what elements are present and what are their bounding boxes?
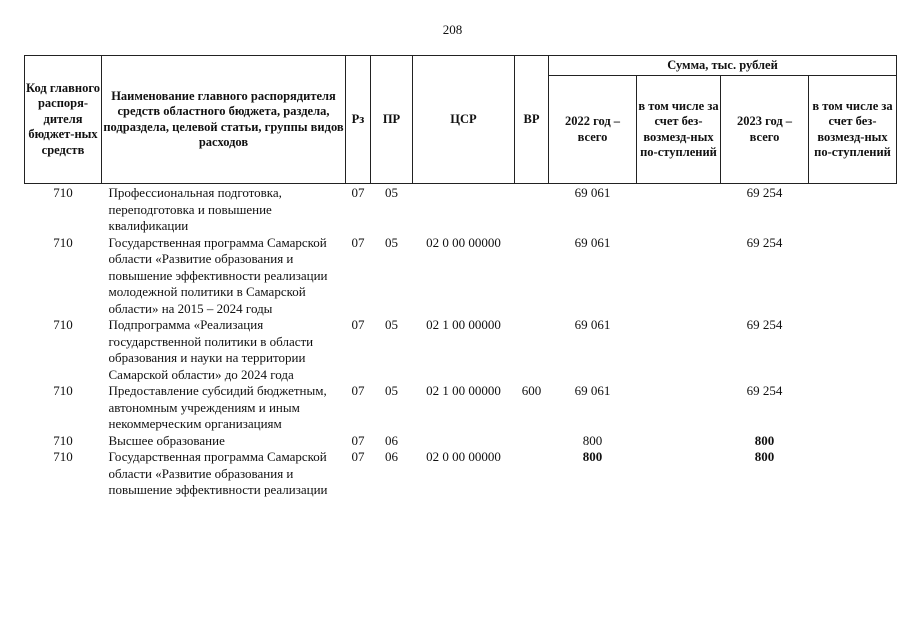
header-name: Наименование главного распорядителя средств областного бюджета, раздела, подраздела, целевой статьи, группы видов расходов — [102, 56, 346, 184]
row-name: Предоставление субсидий бюджетным, автономным учреждениям и иным некоммерческим организациям — [108, 383, 327, 431]
row-pr: 05 — [385, 317, 398, 332]
budget-table — [24, 55, 897, 499]
row-2022-total: 800 — [582, 432, 603, 448]
row-2023-free — [809, 317, 897, 383]
header-code: Код главного распоря-дителя бюджет-ных средств — [25, 56, 102, 184]
row-rz: 07 — [351, 383, 365, 398]
row-2022-free — [637, 383, 721, 433]
header-2023-total: 2023 год – всего — [721, 76, 809, 184]
header-2022-free: в том числе за счет без-возмезд-ных по-ступлений — [637, 76, 721, 184]
row-vr — [515, 235, 549, 318]
page-number: 208 — [442, 22, 463, 37]
row-rz: 07 — [351, 317, 365, 332]
table-row — [25, 433, 897, 450]
row-csr — [413, 433, 515, 450]
row-2022-total: 69 061 — [574, 234, 611, 250]
row-csr: 02 0 00 00000 — [426, 449, 501, 464]
row-code: 710 — [53, 317, 73, 332]
row-csr: 02 1 00 00000 — [426, 383, 501, 398]
row-csr: 02 0 00 00000 — [426, 234, 501, 250]
row-2023-free — [809, 235, 897, 318]
header-2023-free: в том числе за счет без-возмезд-ных по-ступлений — [809, 76, 897, 184]
row-2022-total: 800 — [582, 449, 603, 464]
row-2022-total: 69 061 — [574, 185, 611, 200]
table-row — [25, 235, 897, 318]
row-2022-free — [637, 184, 721, 235]
header-csr: ЦСР — [413, 56, 515, 184]
row-vr — [515, 449, 549, 499]
row-csr — [413, 184, 515, 235]
row-2023-total: 800 — [754, 449, 775, 464]
row-vr — [515, 317, 549, 383]
row-rz: 07 — [351, 185, 365, 200]
row-2023-total: 69 254 — [746, 185, 783, 200]
row-pr: 05 — [385, 185, 398, 200]
row-pr: 05 — [385, 383, 398, 398]
table-row — [25, 449, 897, 499]
row-name: Государственная программа Самарской области «Развитие образования и повышение эффективности реализации — [108, 449, 328, 497]
row-2023-total: 69 254 — [746, 383, 783, 398]
row-2022-total: 69 061 — [574, 383, 611, 398]
table-row — [25, 184, 897, 235]
row-2023-free — [809, 184, 897, 235]
row-name: Государственная программа Самарской области «Развитие образования и повышение эффективности реализации молодежной политики в Самарской области» на 2015 – 2024 годы — [108, 234, 328, 316]
row-rz: 07 — [351, 432, 365, 448]
row-2023-free — [809, 433, 897, 450]
row-2022-free — [637, 317, 721, 383]
header-pr: ПР — [371, 56, 413, 184]
row-code: 710 — [53, 432, 73, 448]
row-csr: 02 1 00 00000 — [426, 317, 501, 332]
row-2022-free — [637, 235, 721, 318]
row-2023-free — [809, 449, 897, 499]
row-rz: 07 — [351, 449, 365, 464]
row-code: 710 — [53, 185, 73, 200]
header-rz: Рз — [346, 56, 371, 184]
row-pr: 06 — [385, 449, 398, 464]
row-name: Высшее образование — [108, 432, 225, 448]
row-2022-total: 69 061 — [574, 317, 611, 332]
row-2023-total: 69 254 — [746, 317, 783, 332]
row-rz: 07 — [351, 234, 365, 250]
row-2023-total: 69 254 — [746, 234, 783, 250]
table-row — [25, 383, 897, 433]
row-pr: 05 — [385, 234, 398, 250]
row-code: 710 — [53, 449, 73, 464]
row-vr: 600 — [521, 383, 542, 398]
row-2023-free — [809, 383, 897, 433]
row-code: 710 — [53, 383, 73, 398]
row-code: 710 — [53, 234, 73, 250]
header-2022-total: 2022 год – всего — [549, 76, 637, 184]
row-pr: 06 — [385, 432, 398, 448]
header-vr: ВР — [515, 56, 549, 184]
row-name: Профессиональная подготовка, переподготовка и повышение квалификации — [108, 185, 282, 233]
row-2022-free — [637, 449, 721, 499]
table-row — [25, 317, 897, 383]
row-2023-total: 800 — [754, 432, 775, 448]
row-2022-free — [637, 433, 721, 450]
row-vr — [515, 433, 549, 450]
row-vr — [515, 184, 549, 235]
row-name: Подпрограмма «Реализация государственной политики в области образования и науки на территории Самарской области» до 2024 года — [108, 317, 314, 382]
header-sum: Сумма, тыс. рублей — [549, 56, 897, 76]
